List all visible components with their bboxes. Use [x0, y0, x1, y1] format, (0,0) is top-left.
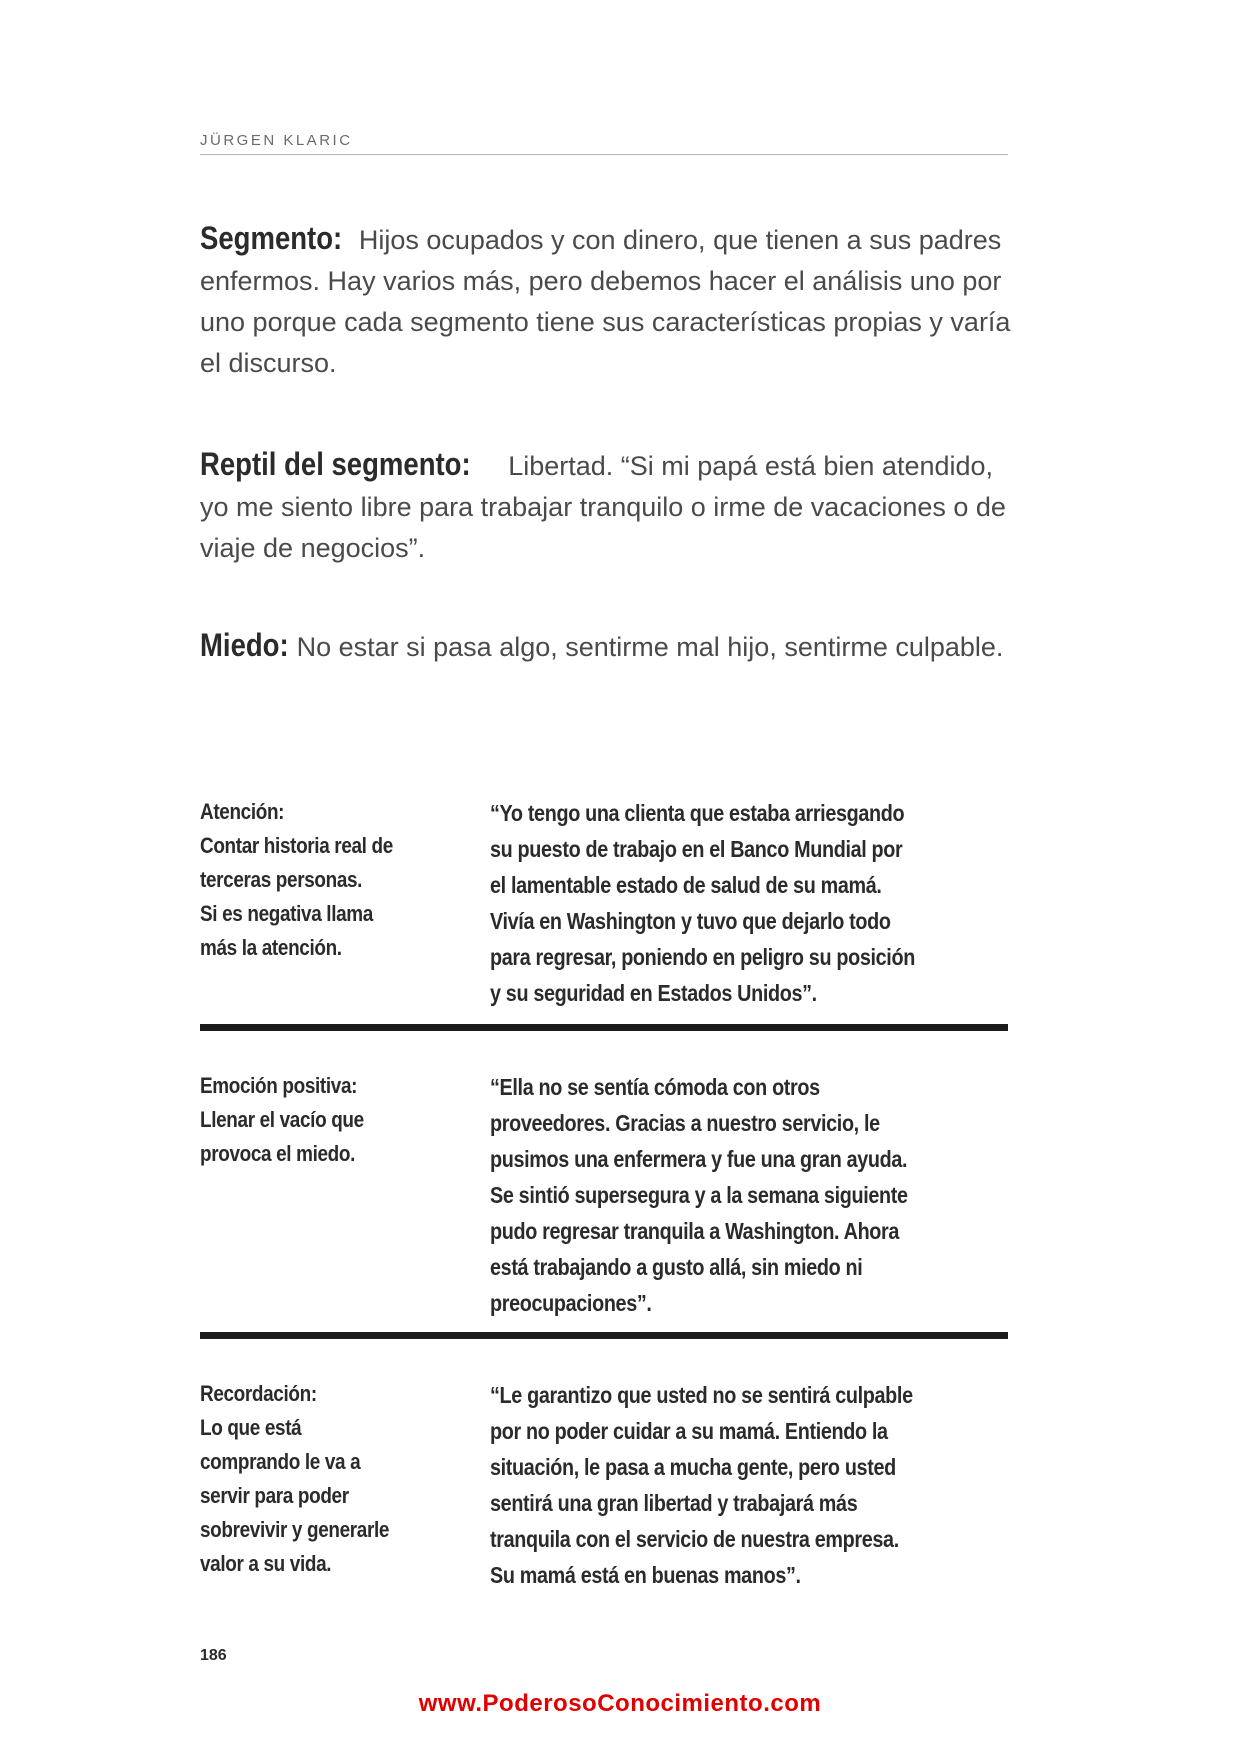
label-line: sobrevivir y generarle	[200, 1517, 390, 1542]
label-line: terceras personas.	[200, 867, 363, 892]
paragraph-text: Libertad. “Si mi papá está bien atendido, yo me siento libre para trabajar tranquilo o irme de vacaciones o de viaje de negocios”.	[200, 451, 1006, 563]
row-quote-column	[490, 1069, 1035, 1321]
watermark-link[interactable]: www.PoderosoConocimiento.com	[418, 1690, 822, 1717]
paragraph-label: Segmento:	[200, 220, 343, 256]
paragraph-text: Hijos ocupados y con dinero, que tienen a sus padres enfermos. Hay varios más, pero debemos hacer el análisis uno por uno porque cada segmento tiene sus características propias y varía el discurso.	[200, 225, 1011, 378]
page-number: 186	[200, 1647, 227, 1664]
row-quote-column	[490, 795, 1035, 1011]
quote-line: su puesto de trabajo en el Banco Mundial por	[490, 836, 903, 862]
quote-line: pusimos una enfermera y fue una gran ayuda.	[490, 1146, 908, 1172]
quote-line: por no poder cuidar a su mamá. Entiendo la	[490, 1418, 888, 1444]
label-line: valor a su vida.	[200, 1551, 332, 1576]
label-line: servir para poder	[200, 1483, 349, 1508]
quote-line: el lamentable estado de salud de su mamá.	[490, 872, 882, 898]
paragraph-reptil	[200, 444, 1020, 569]
quote-line: pudo regresar tranquila a Washington. Ahora	[490, 1218, 900, 1244]
label-line: Contar historia real de	[200, 833, 393, 858]
row-quote-column	[490, 1377, 1035, 1593]
quote-line: tranquila con el servicio de nuestra empresa.	[490, 1526, 899, 1552]
label-line: Llenar el vacío que	[200, 1107, 364, 1132]
quote-line: Vivía en Washington y tuvo que dejarlo todo	[490, 908, 891, 934]
label-line: Emoción positiva:	[200, 1073, 358, 1098]
quote-line: “Yo tengo una clienta que estaba arriesgando	[490, 800, 905, 826]
paragraph-label: Miedo:	[200, 627, 289, 663]
paragraph-miedo	[200, 625, 1020, 668]
paragraph-label: Reptil del segmento:	[200, 446, 471, 482]
quote-line: está trabajando a gusto allá, sin miedo ni	[490, 1254, 863, 1280]
quote-line: y su seguridad en Estados Unidos”.	[490, 980, 817, 1006]
quote-line: para regresar, poniendo en peligro su posición	[490, 944, 915, 970]
quote-line: “Le garantizo que usted no se sentirá culpable	[490, 1382, 913, 1408]
paragraph-segmento	[200, 218, 1020, 384]
row-label-column	[200, 1377, 462, 1581]
label-line: Recordación:	[200, 1381, 317, 1406]
quote-line: preocupaciones”.	[490, 1290, 652, 1316]
quote-line: proveedores. Gracias a nuestro servicio, le	[490, 1110, 880, 1136]
row-label-column	[200, 1069, 462, 1171]
paragraph-text: No estar si pasa algo, sentirme mal hijo, sentirme culpable.	[296, 632, 1004, 662]
label-line: Atención:	[200, 799, 285, 824]
label-line: Lo que está	[200, 1415, 302, 1440]
row-divider	[200, 1024, 1008, 1031]
quote-line: sentirá una gran libertad y trabajará más	[490, 1490, 858, 1516]
label-line: Si es negativa llama	[200, 901, 373, 926]
quote-line: “Ella no se sentía cómoda con otros	[490, 1074, 820, 1100]
label-line: más la atención.	[200, 935, 342, 960]
row-label-column	[200, 795, 462, 965]
label-line: provoca el miedo.	[200, 1141, 356, 1166]
quote-line: Su mamá está en buenas manos”.	[490, 1562, 801, 1588]
row-divider	[200, 1332, 1008, 1339]
label-line: comprando le va a	[200, 1449, 361, 1474]
quote-line: Se sintió supersegura y a la semana siguiente	[490, 1182, 908, 1208]
running-header-author: JÜRGEN KLARIC	[200, 132, 1008, 155]
quote-line: situación, le pasa a mucha gente, pero usted	[490, 1454, 896, 1480]
